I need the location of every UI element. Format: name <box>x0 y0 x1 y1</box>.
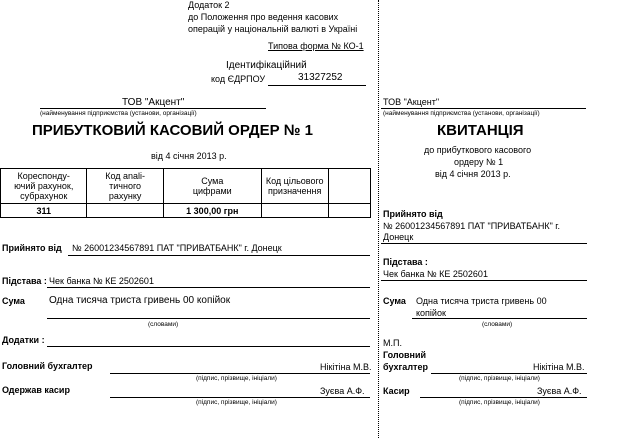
receipt-basis-label: Підстава : <box>383 257 428 267</box>
sum-value: Одна тисяча триста гривень 00 копійок <box>49 295 231 306</box>
cell-sum: 1 300,00 грн <box>163 204 261 218</box>
basis-label: Підстава : <box>2 276 47 286</box>
receipt-received-underline <box>381 243 587 244</box>
receipt-org-caption: (найменування підприємства (установи, організації) <box>383 110 540 117</box>
receipt-received-value-1: № 26001234567891 ПАТ "ПРИВАТБАНК" г. <box>383 221 560 231</box>
cell-empty <box>328 204 370 218</box>
receipt-org-name: ТОВ "Акцент" <box>383 97 440 107</box>
receipt-sum-label: Сума <box>383 296 406 306</box>
appendix-line2: до Положення про ведення касових <box>188 12 339 22</box>
chief-sign-caption: (підпис, прізвище, ініціали) <box>196 375 277 382</box>
sum-underline <box>47 318 370 319</box>
org-underline <box>40 108 266 109</box>
edrpou-value: 31327252 <box>298 72 343 83</box>
receipt-chief-sign-caption: (підпис, прізвище, ініціали) <box>459 375 540 382</box>
receipt-basis-underline <box>381 280 587 281</box>
cell-account: 311 <box>1 204 87 218</box>
cashier-name: Зуєва А.Ф. <box>320 386 365 396</box>
receipt-received-value-2: Донецк <box>383 232 414 242</box>
receipt-sum-value-2: копійок <box>416 308 446 318</box>
words-caption: (словами) <box>148 321 179 328</box>
receipt-title: КВИТАНЦІЯ <box>437 122 524 139</box>
receipt-sum-value-1: Одна тисяча триста гривень 00 <box>416 296 547 306</box>
basis-value: Чек банка № КЕ 2502601 <box>49 276 154 286</box>
receipt-cashier-sign-caption: (підпис, прізвище, ініціали) <box>459 399 540 406</box>
org-caption: (найменування підприємства (установи, організації) <box>40 110 197 117</box>
received-value: № 26001234567891 ПАТ "ПРИВАТБАНК" г. Донецк <box>72 243 282 253</box>
receipt-cashier-underline <box>420 397 587 398</box>
col-header-sum: Сума цифрами <box>163 169 261 204</box>
appendix-label: Додаток 2 <box>188 0 230 10</box>
cashier-sign-caption: (підпис, прізвище, ініціали) <box>196 399 277 406</box>
form-number: Типова форма № КО-1 <box>268 41 364 51</box>
basis-underline <box>47 287 370 288</box>
receipt-date: від 4 січня 2013 р. <box>435 169 511 179</box>
receipt-received-label: Прийнято від <box>383 209 443 219</box>
edrpou-underline <box>268 85 366 86</box>
attachments-underline <box>47 346 370 347</box>
receipt-org-underline <box>381 108 586 109</box>
cashier-underline <box>110 397 370 398</box>
col-header-purpose: Код цільового призначення <box>261 169 328 204</box>
sum-label: Сума <box>2 296 25 306</box>
receipt-words-caption: (словами) <box>482 321 513 328</box>
receipt-chief-label-2: бухгалтер <box>383 362 428 372</box>
tear-line <box>378 0 379 438</box>
receipt-cashier-label: Касир <box>383 386 410 396</box>
order-title: ПРИБУТКОВИЙ КАСОВИЙ ОРДЕР № 1 <box>32 122 313 139</box>
received-underline <box>68 255 370 256</box>
receipt-sum-underline <box>412 318 587 319</box>
receipt-cashier-name: Зуєва А.Ф. <box>537 386 582 396</box>
accounts-table <box>0 168 371 218</box>
chief-label: Головний бухгалтер <box>2 361 93 371</box>
receipt-basis-value: Чек банка № КЕ 2502601 <box>383 269 488 279</box>
cell-analytic <box>87 204 163 218</box>
attachments-label: Додатки : <box>2 335 45 345</box>
order-date: від 4 січня 2013 р. <box>151 151 227 161</box>
col-header-analytic: Код analі- тичного рахунку <box>87 169 163 204</box>
receipt-chief-underline <box>431 373 587 374</box>
cashier-label: Одержав касир <box>2 385 70 395</box>
col-header-account: Кореспонду- ючий рахунок, субрахунок <box>1 169 87 204</box>
cell-purpose <box>261 204 328 218</box>
ident-label-1: Ідентифікаційний <box>226 60 307 71</box>
receipt-chief-name: Нікітіна М.В. <box>533 362 585 372</box>
col-header-empty <box>328 169 370 204</box>
received-label: Прийнято від <box>2 243 62 253</box>
appendix-line3: операцій у національній валюті в Україні <box>188 24 358 34</box>
chief-underline <box>110 373 370 374</box>
org-name: ТОВ "Акцент" <box>122 97 185 108</box>
receipt-sub2: ордеру № 1 <box>454 157 504 167</box>
receipt-sub1: до прибуткового касового <box>424 145 532 155</box>
stamp-place: М.П. <box>383 338 402 348</box>
ident-label-2: код ЄДРПОУ <box>211 74 266 84</box>
chief-name: Нікітіна М.В. <box>320 362 372 372</box>
receipt-chief-label-1: Головний <box>383 350 427 360</box>
